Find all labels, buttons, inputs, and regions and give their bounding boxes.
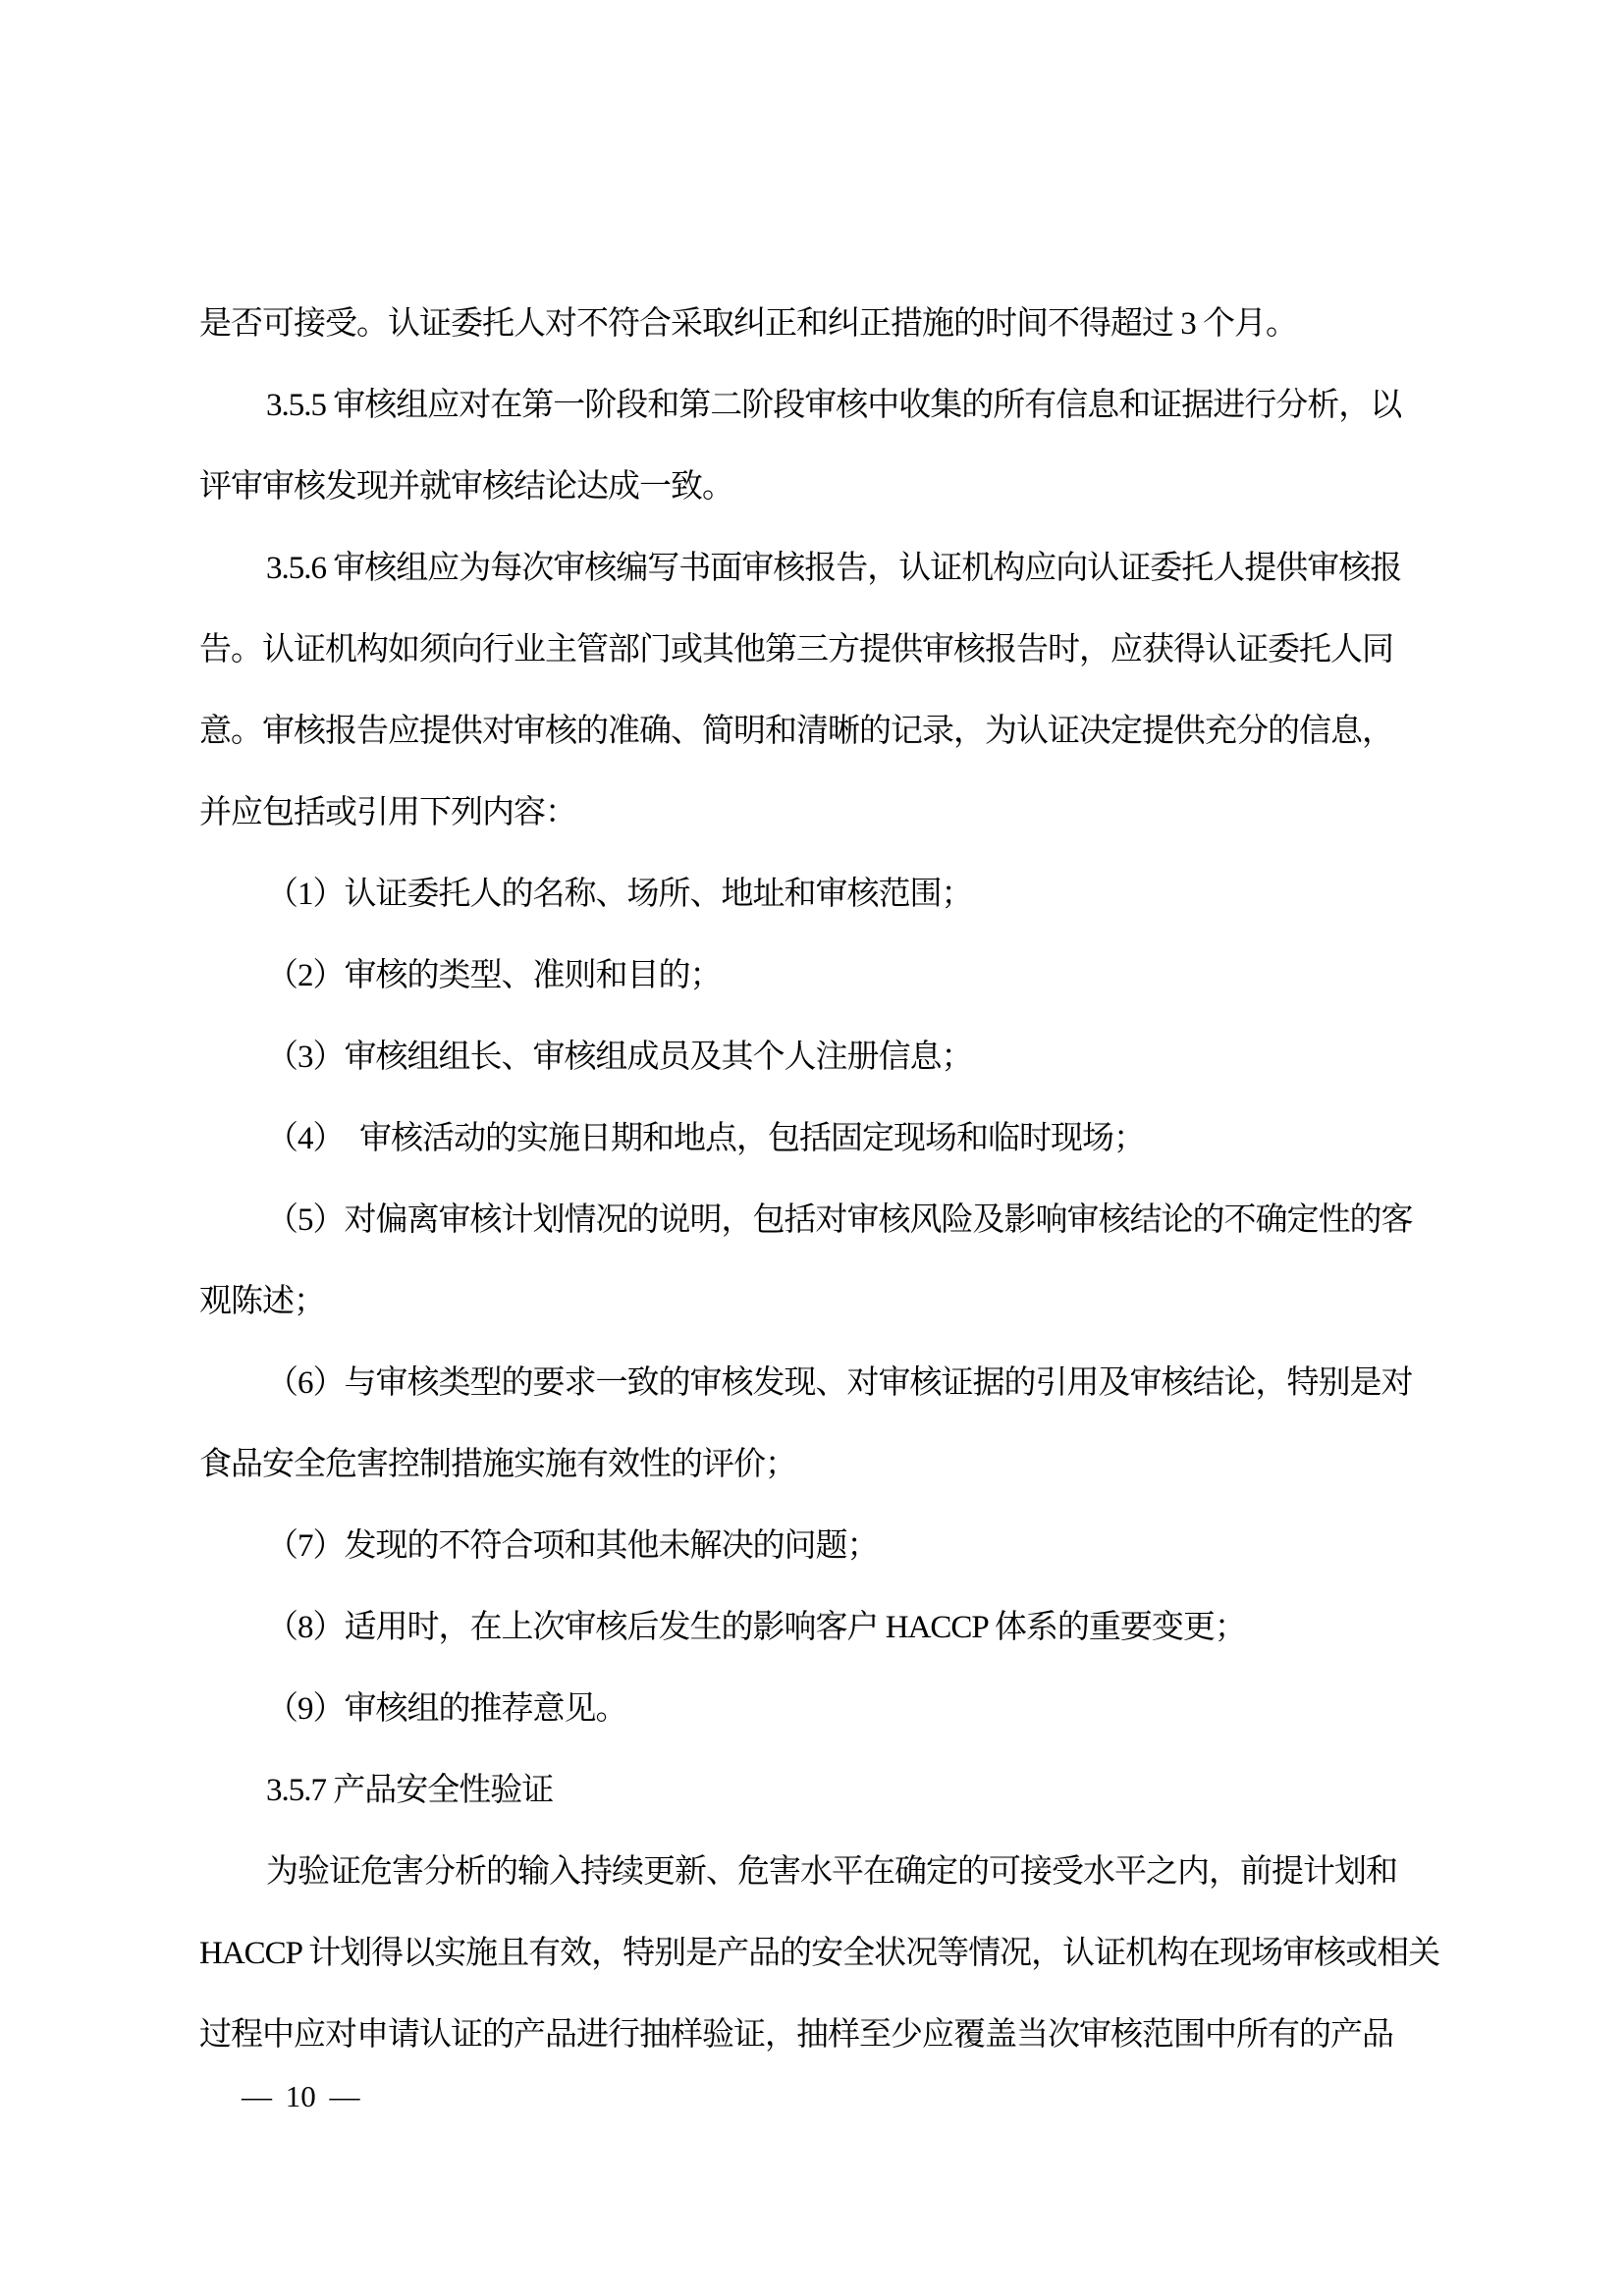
list-item: （8）适用时，在上次审核后发生的影响客户 HACCP 体系的重要变更； [266, 1610, 1246, 1645]
text-line: 告。认证机构如须向行业主管部门或其他第三方提供审核报告时，应获得认证委托人同 [199, 632, 1393, 667]
text-line: 食品安全危害控制措施实施有效性的评价； [199, 1447, 796, 1482]
list-item: （1）认证委托人的名称、场所、地址和审核范围； [266, 877, 973, 912]
section-heading: 3.5.7 产品安全性验证 [266, 1773, 554, 1808]
list-item: （7）发现的不符合项和其他未解决的问题； [266, 1528, 879, 1564]
list-item: （5）对偏离审核计划情况的说明，包括对审核风险及影响审核结论的不确定性的客 [266, 1202, 1413, 1238]
list-item: （6）与审核类型的要求一致的审核发现、对审核证据的引用及审核结论，特别是对 [266, 1365, 1413, 1401]
list-item: （3）审核组组长、审核组成员及其个人注册信息； [266, 1040, 973, 1075]
text-line: 3.5.5 审核组应对在第一阶段和第二阶段审核中收集的所有信息和证据进行分析，以 [266, 388, 1402, 423]
list-item: （9）审核组的推荐意见。 [266, 1691, 627, 1727]
text-line: 是否可接受。认证委托人对不符合采取纠正和纠正措施的时间不得超过 3 个月。 [199, 306, 1297, 342]
text-line: 为验证危害分析的输入持续更新、危害水平在确定的可接受水平之内，前提计划和 [266, 1854, 1397, 1890]
text-line: 评审审核发现并就审核结论达成一致。 [199, 469, 733, 505]
text-line: 意。审核报告应提供对审核的准确、简明和清晰的记录，为认证决定提供充分的信息， [199, 714, 1393, 749]
text-line: 过程中应对申请认证的产品进行抽样验证，抽样至少应覆盖当次审核范围中所有的产品 [199, 2017, 1393, 2053]
list-item: （4） 审核活动的实施日期和地点，包括固定现场和临时现场； [266, 1121, 1145, 1156]
text-line: 并应包括或引用下列内容： [199, 795, 576, 830]
list-item: （2）审核的类型、准则和目的； [266, 958, 722, 993]
document-body [199, 284, 1505, 2076]
text-line: HACCP 计划得以实施且有效，特别是产品的安全状况等情况，认证机构在现场审核或相关 [199, 1936, 1440, 1971]
page-number: — 10 — [242, 2079, 360, 2113]
text-line: 观陈述； [199, 1284, 325, 1319]
text-line: 3.5.6 审核组应为每次审核编写书面审核报告，认证机构应向认证委托人提供审核报 [266, 551, 1402, 586]
